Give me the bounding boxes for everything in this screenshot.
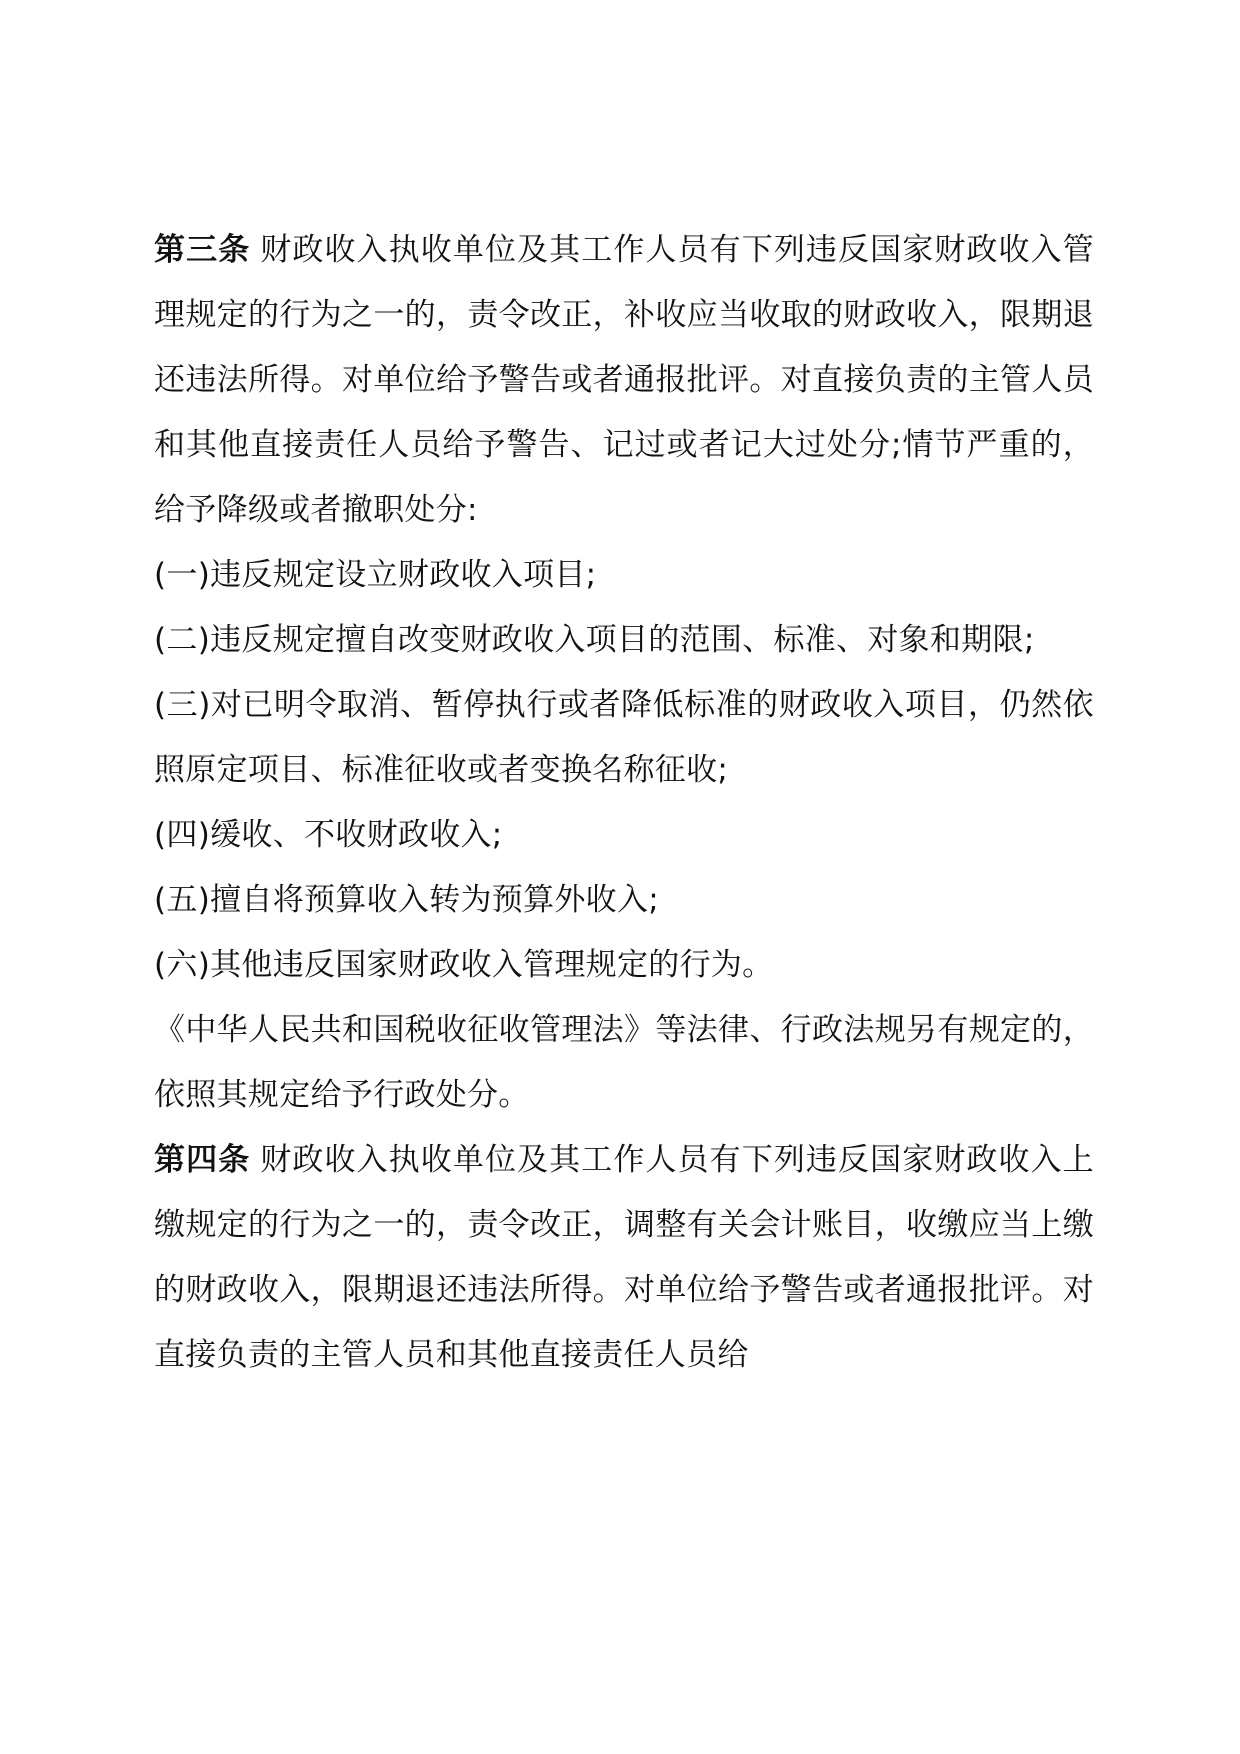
article-4-paragraph xyxy=(154,1128,1094,1388)
article-4-label: 第四条 xyxy=(154,1142,251,1178)
article-3-item-2: (二)违反规定擅自改变财政收入项目的范围、标准、对象和期限; xyxy=(154,622,1035,658)
article-3-item-1: (一)违反规定设立财政收入项目; xyxy=(154,557,597,593)
article-3-item-5: (五)擅自将预算收入转为预算外收入; xyxy=(154,882,660,918)
article-3-item-6: (六)其他违反国家财政收入管理规定的行为。 xyxy=(154,947,774,983)
article-4-text: 财政收入执收单位及其工作人员有下列违反国家财政收入上缴规定的行为之一的，责令改正，调整有关会计账目，收缴应当上缴的财政收入，限期退还违法所得。对单位给予警告或者通报批评。对直接负责的主管人员和其他直接责任人员给 xyxy=(154,1142,1095,1373)
article-3-item-4: (四)缓收、不收财政收入; xyxy=(154,817,503,853)
article-3-item-3: (三)对已明令取消、暂停执行或者降低标准的财政收入项目，仍然依照原定项目、标准征收或者变换名称征收; xyxy=(154,687,1094,788)
article-3-note: 《中华人民共和国税收征收管理法》等法律、行政法规另有规定的，依照其规定给予行政处分。 xyxy=(154,1012,1094,1113)
document-body xyxy=(154,218,1094,1388)
article-3-label: 第三条 xyxy=(154,232,251,268)
article-3-paragraph xyxy=(154,218,1094,543)
article-3-text: 财政收入执收单位及其工作人员有下列违反国家财政收入管理规定的行为之一的，责令改正，补收应当收取的财政收入，限期退还违法所得。对单位给予警告或者通报批评。对直接负责的主管人员和其他直接责任人员给予警告、记过或者记大过处分;情节严重的，给予降级或者撤职处分: xyxy=(154,232,1095,528)
